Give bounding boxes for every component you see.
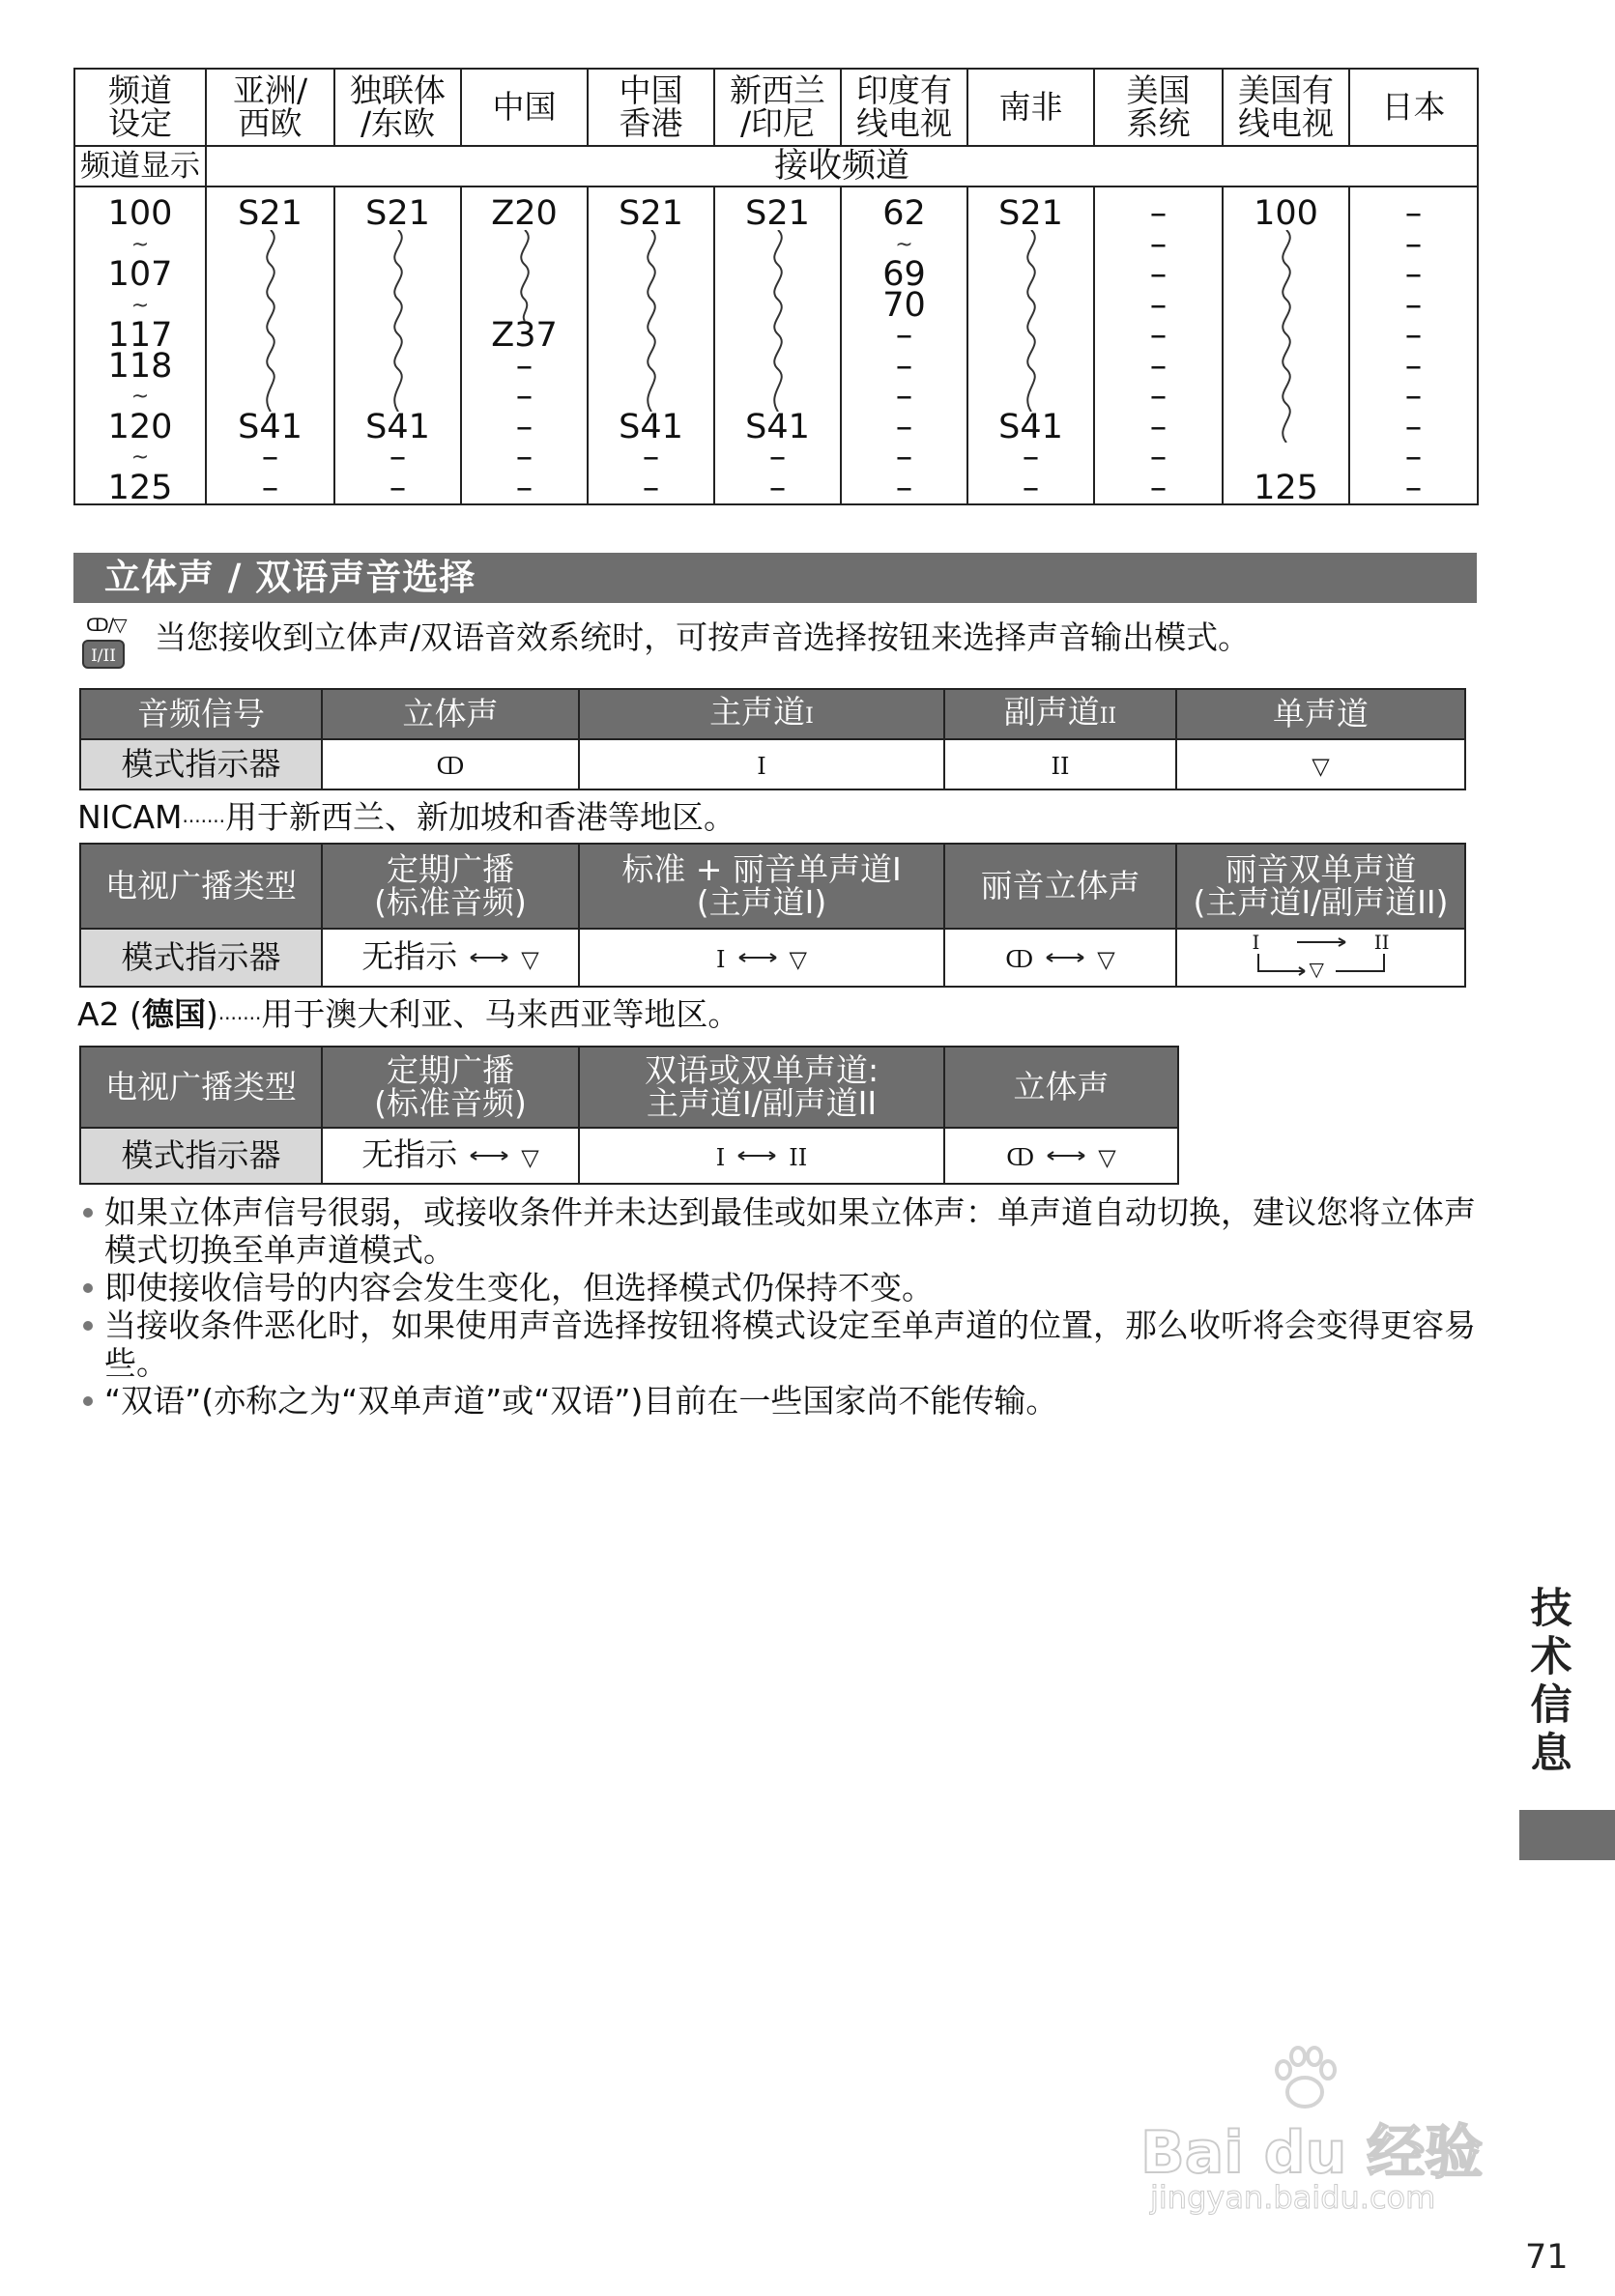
sound-select-button-icon (80, 615, 146, 673)
a2-header-bilingual: 双语或双单声道: 主声道I/副声道II (579, 1047, 944, 1128)
stereo-indicator-icon: ↀ (1006, 1143, 1035, 1171)
channel-value: S21 (238, 194, 303, 233)
header-south-africa: 南非 (967, 69, 1094, 146)
nicam-table (79, 843, 1466, 988)
nicam-indicator-dual-mono (1176, 929, 1465, 987)
channel-value: – (895, 377, 913, 416)
india-cable-column (841, 187, 967, 507)
cycle-diagram (1249, 931, 1394, 985)
indicator-stereo (322, 739, 579, 789)
range-wave-line (256, 230, 285, 412)
channel-value: S21 (365, 194, 430, 233)
channel-value: – (895, 346, 913, 386)
channel-value: S41 (745, 407, 810, 446)
indicator-main (579, 739, 944, 789)
header-cis-east-europe: 独联体 /东欧 (334, 69, 461, 146)
i-ii-button: I/II (82, 640, 125, 669)
section-title: 立体声 / 双语声音选择 (73, 553, 1477, 603)
header-china: 中国 (461, 69, 588, 146)
main-indicator: I (716, 945, 726, 973)
note-item: 如果立体声信号很弱，或接收条件并未达到最佳或如果立体声：单声道自动切换，建议您将立体声模式切换至单声道模式。 (77, 1193, 1479, 1269)
note-item: “双语”(亦称之为“双单声道”或“双语”)目前在一些国家尚不能传输。 (77, 1382, 1479, 1420)
channel-header-row (74, 69, 1478, 146)
channel-value: – (1404, 224, 1423, 264)
mono-indicator-icon: ▽ (1098, 1143, 1116, 1171)
audio-header-main-label: 主声道 (709, 692, 806, 731)
no-indicator-text: 无指示 (361, 1134, 458, 1173)
a2-dots: ······· (217, 1007, 262, 1030)
channel-value: – (642, 468, 660, 507)
channel-display-label: 频道显示 (74, 146, 206, 187)
stereo-mono-symbol: ↀ/▽ (86, 615, 127, 636)
channel-value: – (1149, 285, 1168, 325)
header-japan: 日本 (1349, 69, 1478, 146)
receive-channel-label: 接收频道 (206, 146, 1478, 187)
sub-channel-mark: II (1099, 703, 1117, 729)
channel-value: – (1149, 346, 1168, 386)
nicam-indicator-standard-mono (579, 929, 944, 987)
mode-indicator-label: 模式指示器 (80, 1128, 322, 1184)
range-tilde: ~ (130, 445, 150, 470)
nicam-header-type: 电视广播类型 (80, 844, 322, 929)
toggle-arrow-icon (1045, 951, 1085, 964)
toggle-arrow-icon (469, 951, 509, 964)
range-wave-line (384, 230, 413, 412)
channel-value: – (515, 377, 534, 416)
side-section-title (1522, 1585, 1580, 1778)
channel-value: Z20 (491, 194, 558, 233)
indicator-sub (944, 739, 1176, 789)
toggle-arrow-icon (737, 951, 778, 964)
a2-line (77, 995, 739, 1038)
mono-indicator-icon: ▽ (789, 945, 807, 973)
channel-value: – (1404, 194, 1423, 233)
nicam-prefix: NICAM (77, 798, 183, 836)
paw-icon (1266, 2039, 1343, 2116)
channel-value: – (1404, 255, 1423, 294)
channel-value: 125 (1254, 468, 1318, 507)
channel-value: 100 (1254, 194, 1318, 233)
range-wave-line (764, 230, 793, 412)
side-title-char: 信 (1530, 1681, 1572, 1730)
channel-value: – (515, 346, 534, 386)
channel-value: – (642, 438, 660, 476)
nicam-header-dual-mono: 丽音双单声道 (主声道I/副声道II) (1176, 844, 1465, 929)
channel-value: – (1404, 407, 1423, 446)
nicam-line (77, 798, 735, 841)
nicam-indicator-regular (322, 929, 579, 987)
channel-value: – (1149, 438, 1168, 476)
setting-value: 100 (107, 194, 173, 233)
main-channel-mark: I (805, 703, 814, 729)
channel-value: – (1404, 468, 1423, 507)
nicam-text: 用于新西兰、新加坡和香港等地区。 (225, 798, 736, 836)
us-system-column (1094, 187, 1223, 507)
channel-value: – (1149, 224, 1168, 264)
side-title-char: 息 (1530, 1730, 1572, 1778)
channel-value: S41 (365, 407, 430, 446)
channel-value: S21 (998, 194, 1063, 233)
channel-value: – (895, 407, 913, 446)
nicam-header-regular: 定期广播 (标准音频) (322, 844, 579, 929)
channel-value: – (1022, 468, 1040, 507)
channel-value: – (1404, 285, 1423, 325)
range-wave-line (1017, 230, 1046, 412)
channel-value: – (1149, 468, 1168, 507)
audio-header-main (579, 689, 944, 739)
channel-subheader-row (74, 146, 1478, 187)
channel-value: – (1149, 377, 1168, 416)
channel-table (73, 68, 1479, 505)
cis-column (334, 187, 461, 507)
audio-header-sub-label: 副声道 (1003, 692, 1100, 731)
setting-value: 117 (107, 316, 173, 355)
channel-value: – (389, 468, 407, 507)
channel-value: – (1404, 438, 1423, 476)
mode-indicator-label: 模式指示器 (80, 929, 322, 987)
side-title-char: 术 (1530, 1633, 1572, 1681)
range-wave-line (510, 230, 539, 321)
setting-value: 118 (107, 346, 173, 386)
a2-germany: 德国 (141, 995, 206, 1033)
range-tilde: ~ (130, 232, 150, 257)
audio-header-signal: 音频信号 (80, 689, 322, 739)
watermark-url: jingyan.baidu.com (1150, 2179, 1436, 2216)
channel-value: – (1022, 438, 1040, 476)
indicator-mono (1176, 739, 1465, 789)
header-nz-indonesia: 新西兰 /印尼 (714, 69, 841, 146)
toggle-arrow-icon (469, 1149, 509, 1162)
channel-value: – (895, 468, 913, 507)
channel-value: S41 (998, 407, 1063, 446)
main-indicator: I (1252, 931, 1260, 954)
mono-indicator-icon: ▽ (521, 1143, 539, 1171)
channel-value: – (895, 316, 913, 355)
channel-value: S41 (619, 407, 683, 446)
channel-data-row (74, 187, 1478, 504)
main-indicator: I (757, 752, 766, 780)
channel-value: – (1404, 316, 1423, 355)
setting-value: 125 (107, 468, 173, 507)
nz-indonesia-column (714, 187, 841, 507)
main-indicator: I (715, 1143, 726, 1171)
cycle-arrow-icon (1249, 931, 1394, 985)
channel-value: – (515, 438, 534, 476)
header-hongkong: 中国 香港 (588, 69, 714, 146)
note-item: 当接收条件恶化时，如果使用声音选择按钮将模式设定至单声道的位置，那么收听将会变得更容易些。 (77, 1306, 1479, 1382)
range-tilde: ~ (130, 293, 150, 318)
channel-value: – (389, 438, 407, 476)
channel-value: – (768, 438, 787, 476)
range-wave-line (1272, 230, 1301, 443)
baidu-watermark (1140, 2039, 1527, 2223)
nicam-dots: ······· (182, 810, 226, 833)
channel-value: S21 (745, 194, 810, 233)
asia-column (206, 187, 334, 507)
japan-column (1349, 187, 1478, 507)
a2-close: ) (205, 995, 218, 1033)
no-indicator-text: 无指示 (361, 936, 458, 975)
a2-text: 用于澳大利亚、马来西亚等地区。 (261, 995, 740, 1033)
channel-value: 70 (882, 285, 926, 325)
audio-header-sub (944, 689, 1176, 739)
header-us-cable: 美国有 线电视 (1223, 69, 1349, 146)
a2-indicator-bilingual (579, 1128, 944, 1184)
mono-indicator-icon: ▽ (1309, 958, 1324, 981)
setting-value: 120 (107, 407, 173, 446)
mono-indicator-icon: ▽ (1312, 752, 1330, 780)
watermark-brand: Bai du 经验 (1140, 2119, 1484, 2187)
us-cable-column (1223, 187, 1349, 507)
channel-value: – (768, 468, 787, 507)
channel-value: – (1149, 407, 1168, 446)
header-india-cable: 印度有 线电视 (841, 69, 967, 146)
sub-indicator: II (1373, 931, 1390, 954)
hongkong-column (588, 187, 714, 507)
audio-header-mono: 单声道 (1176, 689, 1465, 739)
channel-value: S41 (238, 407, 303, 446)
south-africa-column (967, 187, 1094, 507)
channel-value: – (1404, 346, 1423, 386)
side-tab-marker (1519, 1810, 1615, 1860)
channel-value: S21 (619, 194, 683, 233)
a2-header-stereo: 立体声 (944, 1047, 1178, 1128)
a2-indicator-regular (322, 1128, 579, 1184)
range-tilde: ~ (130, 385, 150, 409)
side-title-char: 技 (1530, 1585, 1572, 1633)
nicam-indicator-stereo (944, 929, 1176, 987)
toggle-arrow-icon (1046, 1149, 1086, 1162)
channel-value: – (515, 407, 534, 446)
channel-value: – (1149, 194, 1168, 233)
audio-signal-table (79, 688, 1466, 790)
nicam-header-standard-mono: 标准 + 丽音单声道I (主声道I) (579, 844, 944, 929)
note-item: 即使接收信号的内容会发生变化，但选择模式仍保持不变。 (77, 1269, 1479, 1306)
intro-text: 当您接收到立体声/双语音效系统时，可按声音选择按钮来选择声音输出模式。 (155, 618, 1251, 656)
channel-value: – (261, 438, 279, 476)
settings-column (74, 187, 206, 507)
channel-value: Z37 (491, 316, 558, 355)
mono-indicator-icon: ▽ (521, 945, 539, 973)
stereo-indicator-icon: ↀ (436, 752, 465, 780)
page-number: 71 (1525, 2238, 1569, 2277)
a2-indicator-stereo (944, 1128, 1178, 1184)
stereo-indicator-icon: ↀ (1005, 945, 1034, 973)
header-us-system: 美国 系统 (1094, 69, 1223, 146)
channel-value: – (515, 468, 534, 507)
toggle-arrow-icon (736, 1149, 777, 1162)
channel-value: – (1149, 255, 1168, 294)
sub-indicator: II (1051, 752, 1070, 780)
channel-value: – (1149, 316, 1168, 355)
mono-indicator-icon: ▽ (1097, 945, 1115, 973)
channel-value: 62 (882, 194, 926, 233)
a2-header-type: 电视广播类型 (80, 1047, 322, 1128)
header-asia-west-europe: 亚洲/ 西欧 (206, 69, 334, 146)
a2-header-regular: 定期广播 (标准音频) (322, 1047, 579, 1128)
audio-header-stereo: 立体声 (322, 689, 579, 739)
sub-indicator: II (789, 1143, 808, 1171)
range-wave-line (637, 230, 666, 412)
channel-value: – (895, 438, 913, 476)
channel-value: 69 (882, 255, 926, 294)
a2-prefix: A2 ( (77, 995, 142, 1033)
range-tilde: ~ (895, 232, 913, 257)
china-column (461, 187, 588, 507)
channel-value: – (1404, 377, 1423, 416)
a2-table (79, 1046, 1179, 1185)
mode-indicator-label: 模式指示器 (80, 739, 322, 789)
nicam-header-stereo: 丽音立体声 (944, 844, 1176, 929)
header-channel-setting: 频道 设定 (74, 69, 206, 146)
channel-value: – (261, 468, 279, 507)
notes-list (77, 1193, 1479, 1420)
setting-value: 107 (107, 255, 173, 294)
